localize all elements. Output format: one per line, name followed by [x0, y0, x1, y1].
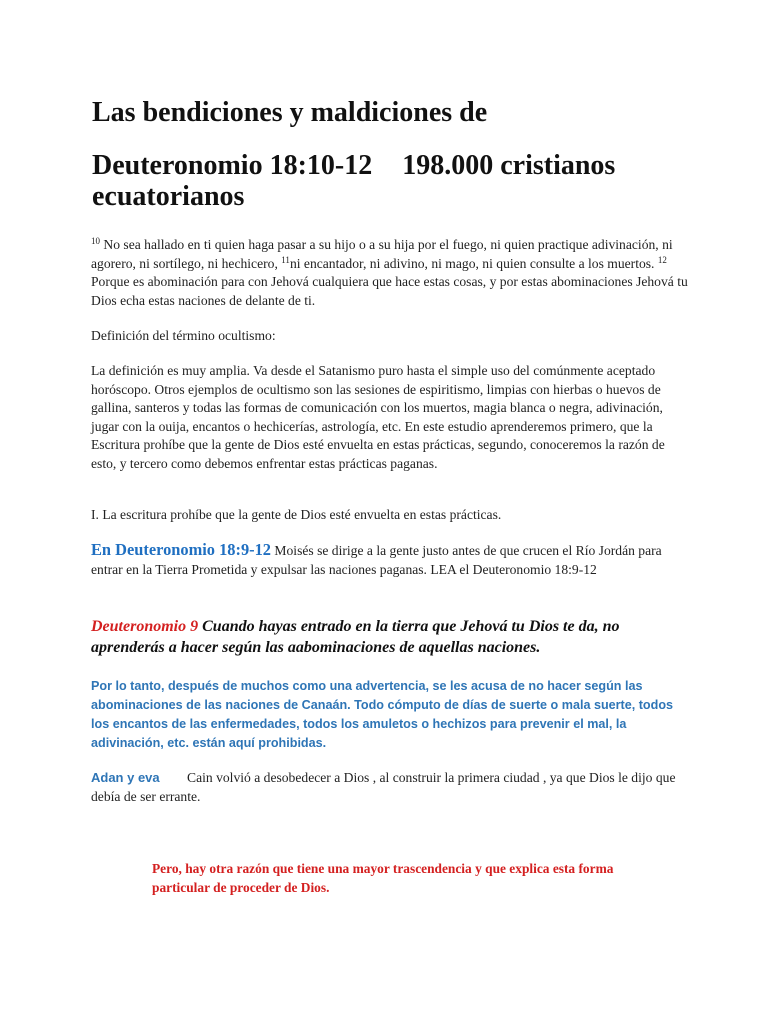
verse-12-text: Porque es abominación para con Jehová cualquiera que hace estas cosas, y por estas abominaciones Jehová tu Dios echa estas naciones de delante de ti. — [91, 274, 688, 308]
verse-11-text: ni encantador, ni adivino, ni mago, ni quien consulte a los muertos. — [289, 255, 655, 271]
verse-number-11: 11 — [281, 254, 290, 265]
title-text: Las bendiciones y maldiciones de — [92, 97, 488, 128]
cain-text: Cain volvió a desobedecer a Dios , al construir la primera ciudad , ya que Dios le dijo que debía de ser errante. — [91, 770, 676, 804]
title-subtitle: 198.000 cristianos ecuatorianos — [92, 150, 616, 212]
deuteronomy-reference: En Deuteronomio 18:9-12 — [91, 540, 271, 559]
definition-title: Definición del término ocultismo: — [91, 328, 276, 343]
document-title-line-1 — [92, 97, 712, 128]
deuteronomy-text: Moisés se dirige a la gente justo antes de que crucen el Río Jordán para entrar en la Tierra Prometida y expulsar las naciones paganas. LEA el Deuteronomio 18:9-12 — [91, 543, 662, 577]
cain-paragraph — [91, 769, 691, 806]
point-one: I. La escritura prohíbe que la gente de Dios esté envuelta en estas prácticas. — [91, 507, 502, 522]
document-title-line-2 — [92, 150, 712, 212]
quote-text: Cuando hayas entrado en la tierra que Jehová tu Dios te da, no aprenderás a hacer según las aabominaciones de aquellas naciones. — [91, 618, 620, 656]
verse-number-12: 12 — [657, 254, 667, 265]
verses-paragraph — [91, 236, 691, 310]
verse-10-text: No sea hallado en ti quien haga pasar a su hijo o a su hija por el fuego, ni quien practique adivinación, ni agorero, ni sortílego, ni hechicero, — [91, 237, 673, 271]
quote-reference: Deuteronomio 9 — [91, 618, 199, 635]
verse-number-10: 10 — [91, 236, 100, 246]
closing-note: Pero, hay otra razón que tiene una mayor trascendencia y que explica esta forma particular de proceder de Dios. — [152, 861, 614, 895]
warning-paragraph: Por lo tanto, después de muchos como una advertencia, se les acusa de no hacer según las abominaciones de las naciones de Canaán. Todo cómputo de días de suerte o mala suerte, todos los encantos de las enfermedades, todos los amuletos o hechizos para prevenir el mal, la adivinación, etc. están aquí prohibidas. — [91, 679, 674, 750]
scripture-quote — [91, 616, 691, 658]
deuteronomy-paragraph — [91, 541, 681, 579]
cain-label: Adan y eva — [91, 770, 160, 785]
definition-body: La definición es muy amplia. Va desde el Satanismo puro hasta el simple uso del comúnmente aceptado horóscopo. Otros ejemplos de ocultismo son las sesiones de espiritismo, limpias con hierbas o huevos de gallina, santeros y todas las formas de comunicación con los muertos, magia blanca o negra, adivinación, jugar con la ouija, encantos o hechicerías, astrología, etc. En este estudio aprenderemos primero, que la Escritura prohíbe que la gente de Dios esté envuelta en estas prácticas, segundo, conoceremos la razón de esto, y tercero como debemos enfrentar estas prácticas paganas. — [91, 363, 665, 471]
title-scripture-ref: Deuteronomio 18:10-12 — [92, 150, 373, 181]
